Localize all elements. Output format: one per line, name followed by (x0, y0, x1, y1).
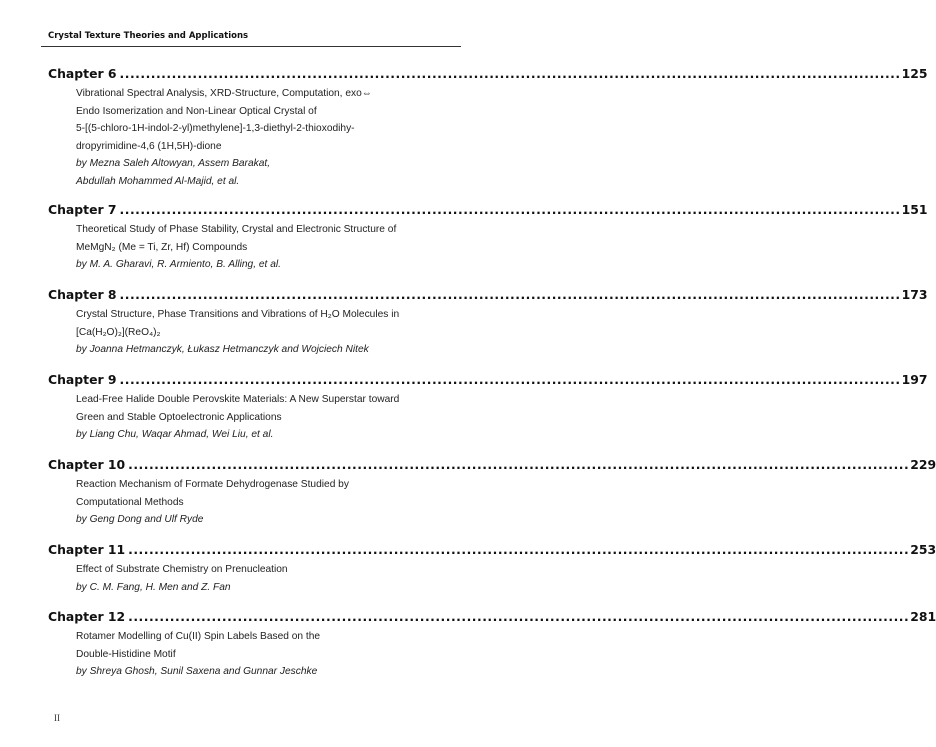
page-number: 281 (910, 609, 936, 624)
author-line: by Geng Dong and Ulf Ryde (76, 514, 204, 525)
chapter-authors (76, 256, 436, 274)
author-line: by M. A. Gharavi, R. Armiento, B. Alling, et al. (76, 259, 281, 270)
dot-leader: ...................................................................................................................................................... (119, 287, 901, 302)
chapter-title (76, 628, 431, 663)
title-line: Reaction Mechanism of Formate Dehydrogenase Studied by (76, 479, 349, 490)
chapter-authors (76, 511, 436, 529)
page-number: 229 (910, 457, 936, 472)
chapter-label: Chapter 12 (48, 609, 126, 624)
chapter-label: Chapter 9 (48, 372, 117, 387)
chapter-authors (76, 155, 436, 190)
author-line: by Mezna Saleh Altowyan, Assem Barakat, (76, 158, 271, 169)
title-line: [Ca(H₂O)₂](ReO₄)₂ (76, 326, 161, 338)
chapter-authors (76, 341, 436, 359)
dot-leader: ...................................................................................................................................................... (128, 457, 910, 472)
title-line: Endo Isomerization and Non-Linear Optical Crystal of (76, 105, 317, 117)
chapter-title (76, 85, 431, 155)
page-number: 253 (910, 542, 936, 557)
author-line: by C. M. Fang, H. Men and Z. Fan (76, 581, 231, 593)
chapter-authors (76, 579, 436, 597)
title-line: Vibrational Spectral Analysis, XRD-Structure, Computation, exo⇔ (76, 88, 372, 99)
author-line: by Shreya Ghosh, Sunil Saxena and Gunnar Jeschke (76, 666, 318, 677)
title-line: MeMgN₂ (Me = Ti, Zr, Hf) Compounds (76, 241, 248, 253)
author-line: Abdullah Mohammed Al-Majid, et al. (76, 175, 240, 187)
chapter-title (76, 391, 431, 426)
title-line: 5-[(5-chloro-1H-indol-2-yl)methylene]-1,3-diethyl-2-thioxodihy- (76, 123, 355, 134)
chapter-label: Chapter 6 (48, 66, 117, 81)
page-folio: II (54, 713, 60, 723)
page-number: 125 (901, 66, 928, 81)
dot-leader: ...................................................................................................................................................... (128, 542, 910, 557)
dot-leader: ...................................................................................................................................................... (119, 66, 901, 81)
title-line: Double-Histidine Motif (76, 648, 176, 660)
toc-entry-chapter-6[interactable] (48, 66, 928, 190)
title-line: Computational Methods (76, 496, 184, 508)
chapter-label: Chapter 10 (48, 457, 126, 472)
title-line: Rotamer Modelling of Cu(II) Spin Labels Based on the (76, 631, 321, 642)
chapter-title (76, 561, 431, 579)
title-line: Lead-Free Halide Double Perovskite Materials: A New Superstar toward (76, 394, 400, 405)
page-number: 151 (901, 202, 928, 217)
dot-leader: ...................................................................................................................................................... (119, 372, 901, 387)
chapter-authors (76, 426, 436, 444)
chapter-label: Chapter 11 (48, 542, 126, 557)
page-number: 173 (901, 287, 928, 302)
author-line: by Liang Chu, Waqar Ahmad, Wei Liu, et al. (76, 429, 274, 440)
toc-entry-chapter-8[interactable] (48, 287, 928, 359)
author-line: by Joanna Hetmanczyk, Łukasz Hetmanczyk and Wojciech Nitek (76, 344, 369, 355)
header-rule (41, 46, 461, 47)
chapter-label: Chapter 8 (48, 287, 117, 302)
title-line: Crystal Structure, Phase Transitions and Vibrations of H₂O Molecules in (76, 309, 400, 320)
dot-leader: ...................................................................................................................................................... (119, 202, 901, 217)
title-line: Green and Stable Optoelectronic Applications (76, 411, 282, 423)
chapter-title (76, 476, 431, 511)
title-line: dropyrimidine-4,6 (1H,5H)-dione (76, 140, 222, 152)
toc-entry-chapter-11[interactable] (48, 542, 936, 596)
chapter-title (76, 306, 431, 341)
toc-entry-chapter-7[interactable] (48, 202, 928, 274)
toc-entry-chapter-12[interactable] (48, 609, 936, 681)
chapter-title (76, 221, 431, 256)
dot-leader: ...................................................................................................................................................... (128, 609, 910, 624)
toc-entry-chapter-9[interactable] (48, 372, 928, 444)
title-line: Effect of Substrate Chemistry on Prenucleation (76, 564, 288, 575)
chapter-label: Chapter 7 (48, 202, 117, 217)
title-line: Theoretical Study of Phase Stability, Crystal and Electronic Structure of (76, 224, 397, 235)
running-head: Crystal Texture Theories and Applications (48, 31, 249, 41)
chapter-authors (76, 663, 436, 681)
toc-entry-chapter-10[interactable] (48, 457, 936, 529)
page-number: 197 (901, 372, 928, 387)
